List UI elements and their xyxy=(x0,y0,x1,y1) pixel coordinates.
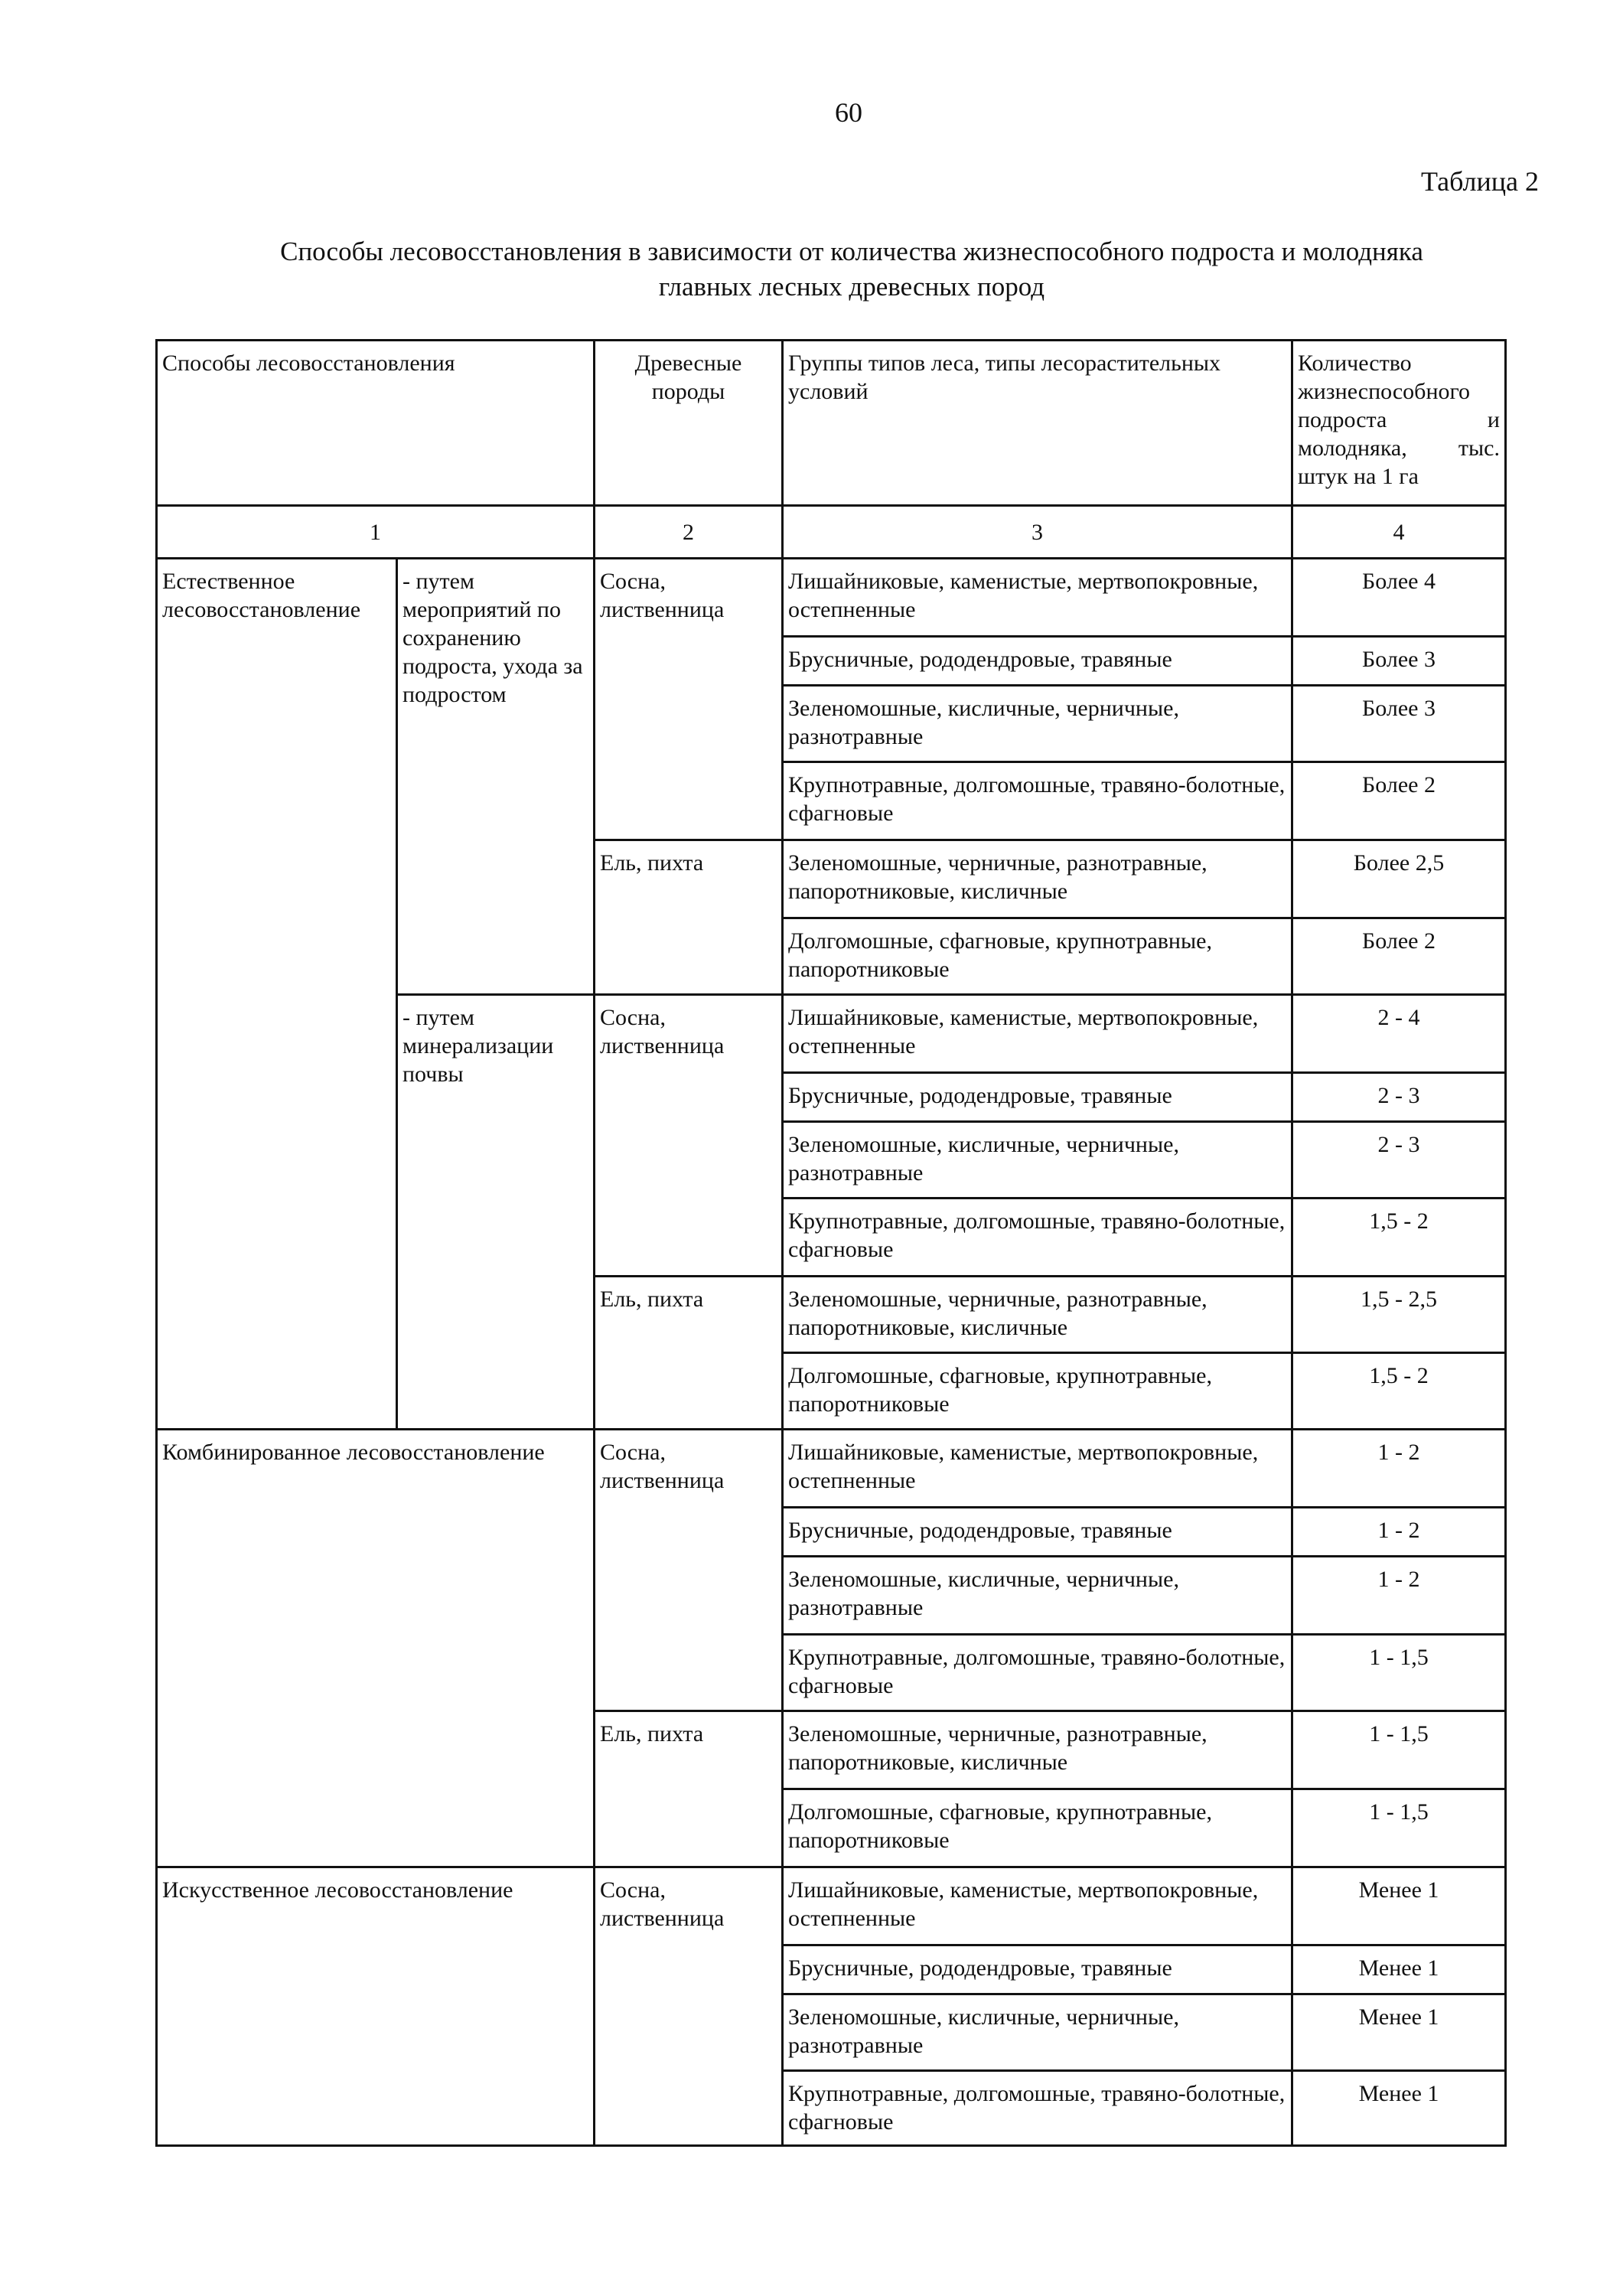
species-cell: Ель, пихта xyxy=(595,1711,783,1867)
species-cell: Сосна, лиственница xyxy=(595,559,783,840)
species-cell: Ель, пихта xyxy=(595,1277,783,1430)
method-cell: Естественное лесовосстановление xyxy=(157,559,397,1430)
header-amount: Количество жизнеспособного подроста и молодняка, тыс. штук на 1 га xyxy=(1292,341,1506,506)
forest-group-cell: Крупнотравные, долгомошные, травяно-болотные, сфагновые xyxy=(783,1199,1292,1277)
forest-group-cell: Зеленомошные, кисличные, черничные, разнотравные xyxy=(783,1557,1292,1635)
submethod-cell: - путем мероприятий по сохранению подроста, ухода за подростом xyxy=(397,559,595,995)
amount-cell: 1,5 - 2 xyxy=(1292,1199,1506,1277)
column-number: 2 xyxy=(595,506,783,559)
forest-group-cell: Брусничные, рододендровые, травяные xyxy=(783,1508,1292,1557)
forest-group-cell: Зеленомошные, черничные, разнотравные, папоротниковые, кисличные xyxy=(783,1277,1292,1353)
table-label: Таблица 2 xyxy=(1421,166,1539,197)
forest-group-cell: Крупнотравные, долгомошные, травяно-болотные, сфагновые xyxy=(783,1635,1292,1711)
amount-cell: 1 - 1,5 xyxy=(1292,1789,1506,1867)
page-number: 60 xyxy=(835,97,862,128)
forest-group-cell: Брусничные, рододендровые, травяные xyxy=(783,637,1292,686)
table-row xyxy=(157,559,1506,637)
table-title-line-1: Способы лесовосстановления в зависимости от количества жизнеспособного подроста и молодняка xyxy=(280,236,1423,266)
column-number-row xyxy=(157,506,1506,559)
table-row xyxy=(157,1867,1506,1945)
column-number: 3 xyxy=(783,506,1292,559)
amount-cell: 1 - 1,5 xyxy=(1292,1711,1506,1789)
amount-cell: 1 - 2 xyxy=(1292,1430,1506,1508)
amount-cell: 1,5 - 2 xyxy=(1292,1353,1506,1430)
forest-group-cell: Брусничные, рододендровые, травяные xyxy=(783,1073,1292,1122)
method-cell: Искусственное лесовосстановление xyxy=(157,1867,595,2146)
amount-cell: Более 2 xyxy=(1292,918,1506,995)
species-cell: Сосна, лиственница xyxy=(595,1867,783,2146)
column-number: 1 xyxy=(157,506,595,559)
header-forest-groups: Группы типов леса, типы лесорастительных условий xyxy=(783,341,1292,506)
amount-cell: Более 3 xyxy=(1292,637,1506,686)
amount-cell: Менее 1 xyxy=(1292,1994,1506,2071)
header-methods: Способы лесовосстановления xyxy=(157,341,595,506)
amount-cell: 2 - 4 xyxy=(1292,995,1506,1073)
header-species: Древесные породы xyxy=(595,341,783,506)
forest-group-cell: Зеленомошные, кисличные, черничные, разнотравные xyxy=(783,686,1292,762)
forest-group-cell: Зеленомошные, кисличные, черничные, разнотравные xyxy=(783,1122,1292,1199)
header-row xyxy=(157,341,1506,506)
method-cell: Комбинированное лесовосстановление xyxy=(157,1430,595,1867)
amount-cell: Более 3 xyxy=(1292,686,1506,762)
amount-cell: 1,5 - 2,5 xyxy=(1292,1277,1506,1353)
amount-cell: 1 - 2 xyxy=(1292,1557,1506,1635)
forest-group-cell: Лишайниковые, каменистые, мертвопокровные, остепненные xyxy=(783,1867,1292,1945)
species-cell: Сосна, лиственница xyxy=(595,995,783,1277)
forest-group-cell: Долгомошные, сфагновые, крупнотравные, папоротниковые xyxy=(783,1789,1292,1867)
forest-group-cell: Крупнотравные, долгомошные, травяно-болотные, сфагновые xyxy=(783,762,1292,840)
forest-group-cell: Долгомошные, сфагновые, крупнотравные, папоротниковые xyxy=(783,1353,1292,1430)
amount-cell: 2 - 3 xyxy=(1292,1122,1506,1199)
reforestation-table xyxy=(155,339,1507,2147)
amount-cell: Более 2 xyxy=(1292,762,1506,840)
forest-group-cell: Зеленомошные, черничные, разнотравные, папоротниковые, кисличные xyxy=(783,1711,1292,1789)
amount-cell: Менее 1 xyxy=(1292,2071,1506,2146)
amount-cell: Более 2,5 xyxy=(1292,840,1506,918)
table-title xyxy=(153,234,1550,305)
amount-cell: Менее 1 xyxy=(1292,1945,1506,1994)
forest-group-cell: Лишайниковые, каменистые, мертвопокровные, остепненные xyxy=(783,1430,1292,1508)
amount-cell: Менее 1 xyxy=(1292,1867,1506,1945)
forest-group-cell: Зеленомошные, кисличные, черничные, разнотравные xyxy=(783,1994,1292,2071)
forest-group-cell: Лишайниковые, каменистые, мертвопокровные, остепненные xyxy=(783,995,1292,1073)
forest-group-cell: Брусничные, рододендровые, травяные xyxy=(783,1945,1292,1994)
forest-group-cell: Крупнотравные, долгомошные, травяно-болотные, сфагновые xyxy=(783,2071,1292,2146)
species-cell: Сосна, лиственница xyxy=(595,1430,783,1711)
species-cell: Ель, пихта xyxy=(595,840,783,995)
forest-group-cell: Зеленомошные, черничные, разнотравные, папоротниковые, кисличные xyxy=(783,840,1292,918)
forest-group-cell: Лишайниковые, каменистые, мертвопокровные, остепненные xyxy=(783,559,1292,637)
table-row xyxy=(157,1430,1506,1508)
amount-cell: Более 4 xyxy=(1292,559,1506,637)
forest-group-cell: Долгомошные, сфагновые, крупнотравные, папоротниковые xyxy=(783,918,1292,995)
amount-cell: 2 - 3 xyxy=(1292,1073,1506,1122)
amount-cell: 1 - 1,5 xyxy=(1292,1635,1506,1711)
amount-cell: 1 - 2 xyxy=(1292,1508,1506,1557)
submethod-cell: - путем минерализации почвы xyxy=(397,995,595,1430)
table-title-line-2: главных лесных древесных пород xyxy=(658,272,1045,302)
column-number: 4 xyxy=(1292,506,1506,559)
